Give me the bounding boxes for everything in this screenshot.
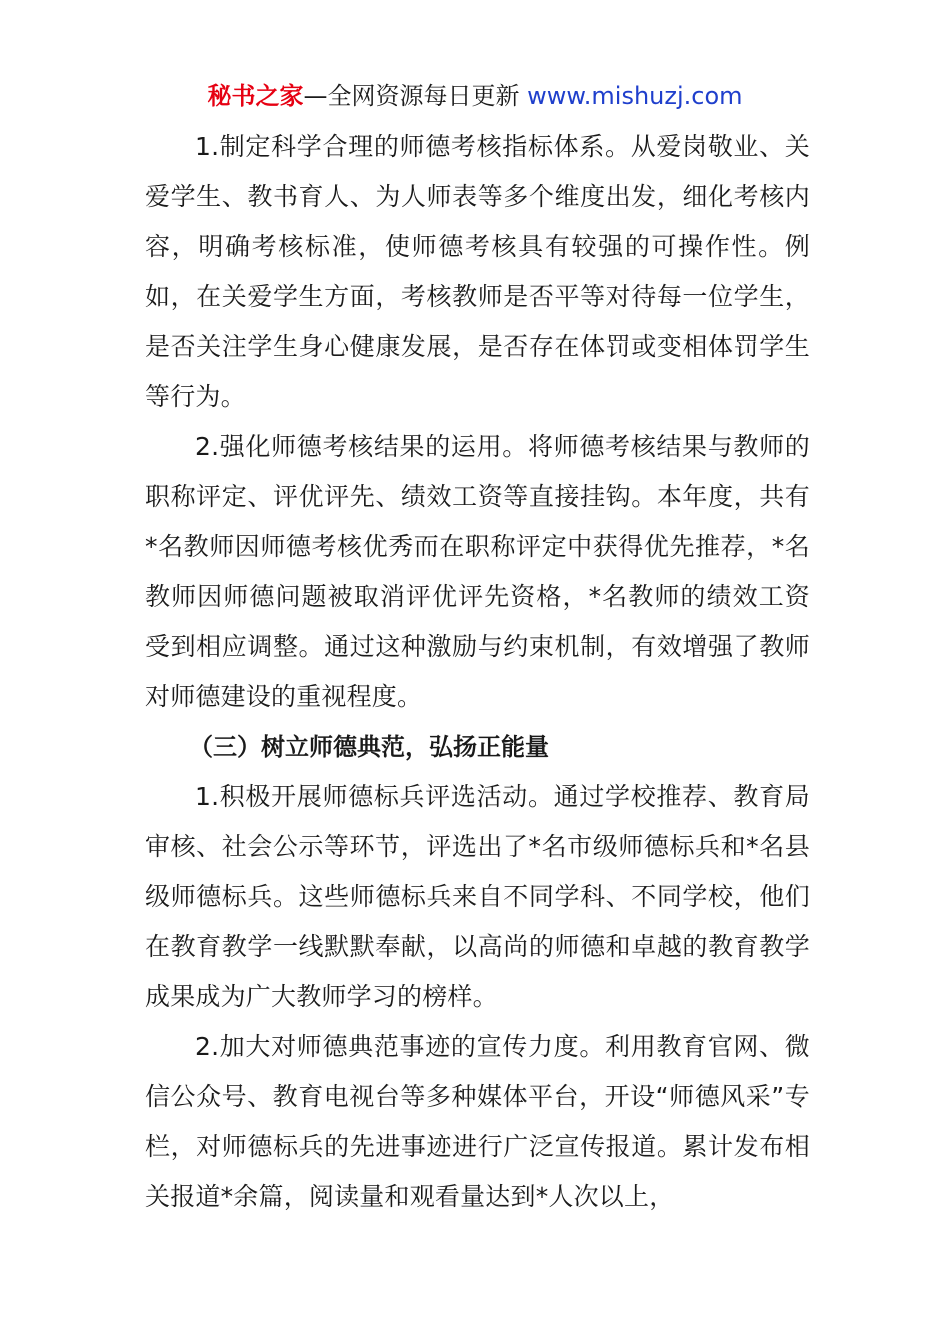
header-dash: — — [303, 82, 328, 110]
site-url-link[interactable]: www.mishuzj.com — [527, 82, 743, 110]
section-heading: （三）树立师德典范，弘扬正能量 — [189, 733, 549, 761]
paragraph-2: 2.强化师德考核结果的运用。将师德考核结果与教师的职称评定、评优评先、绩效工资等直接挂钩。本年度，共有*名教师因师德考核优秀而在职称评定中获得优先推荐，*名教师因师德问题被取消评优评先资格，*名教师的绩效工资受到相应调整。通过这种激励与约束机制，有效增强了教师对师德建设的重视程度。 — [145, 432, 810, 711]
brand-name: 秘书之家 — [207, 82, 304, 110]
document-body — [145, 122, 810, 1222]
paragraph-4: 2.加大对师德典范事迹的宣传力度。利用教育官网、微信公众号、教育电视台等多种媒体平台，开设“师德风采”专栏，对师德标兵的先进事迹进行广泛宣传报道。累计发布相关报道*余篇，阅读量和观看量达到*人次以上， — [145, 1032, 810, 1211]
page-header — [0, 80, 950, 112]
header-tagline: 全网资源每日更新 — [327, 82, 528, 110]
paragraph-1: 1.制定科学合理的师德考核指标体系。从爱岗敬业、关爱学生、教书育人、为人师表等多个维度出发，细化考核内容，明确考核标准，使师德考核具有较强的可操作性。例如，在关爱学生方面，考核教师是否平等对待每一位学生，是否关注学生身心健康发展，是否存在体罚或变相体罚学生等行为。 — [145, 132, 810, 411]
paragraph-3: 1.积极开展师德标兵评选活动。通过学校推荐、教育局审核、社会公示等环节，评选出了*名市级师德标兵和*名县级师德标兵。这些师德标兵来自不同学科、不同学校，他们在教育教学一线默默奉献，以高尚的师德和卓越的教育教学成果成为广大教师学习的榜样。 — [145, 782, 810, 1011]
